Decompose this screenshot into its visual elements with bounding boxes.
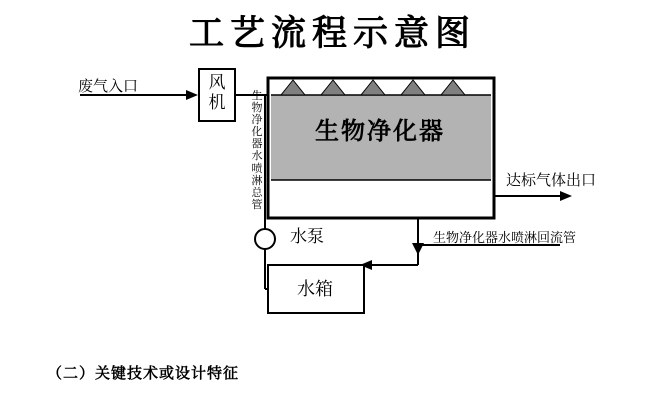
- reactor-label: 生物净化器: [315, 117, 445, 145]
- pump-icon: [255, 229, 275, 249]
- water-tank-label: 水箱: [297, 279, 333, 300]
- return-pipe-label: 生物净化器水喷淋回流管: [433, 231, 577, 246]
- outlet-arrow: [494, 191, 572, 201]
- fan-label: 风机: [208, 73, 226, 113]
- page-title: 工艺流程示意图: [188, 13, 476, 54]
- spray-pipe-label: 生物净化器水喷淋总管: [251, 89, 263, 211]
- outlet-label: 达标气体出口: [506, 171, 597, 189]
- pump-label: 水泵: [290, 227, 324, 247]
- section-caption: （二）关键技术或设计特征: [47, 364, 240, 382]
- inlet-label: 废气入口: [78, 77, 139, 95]
